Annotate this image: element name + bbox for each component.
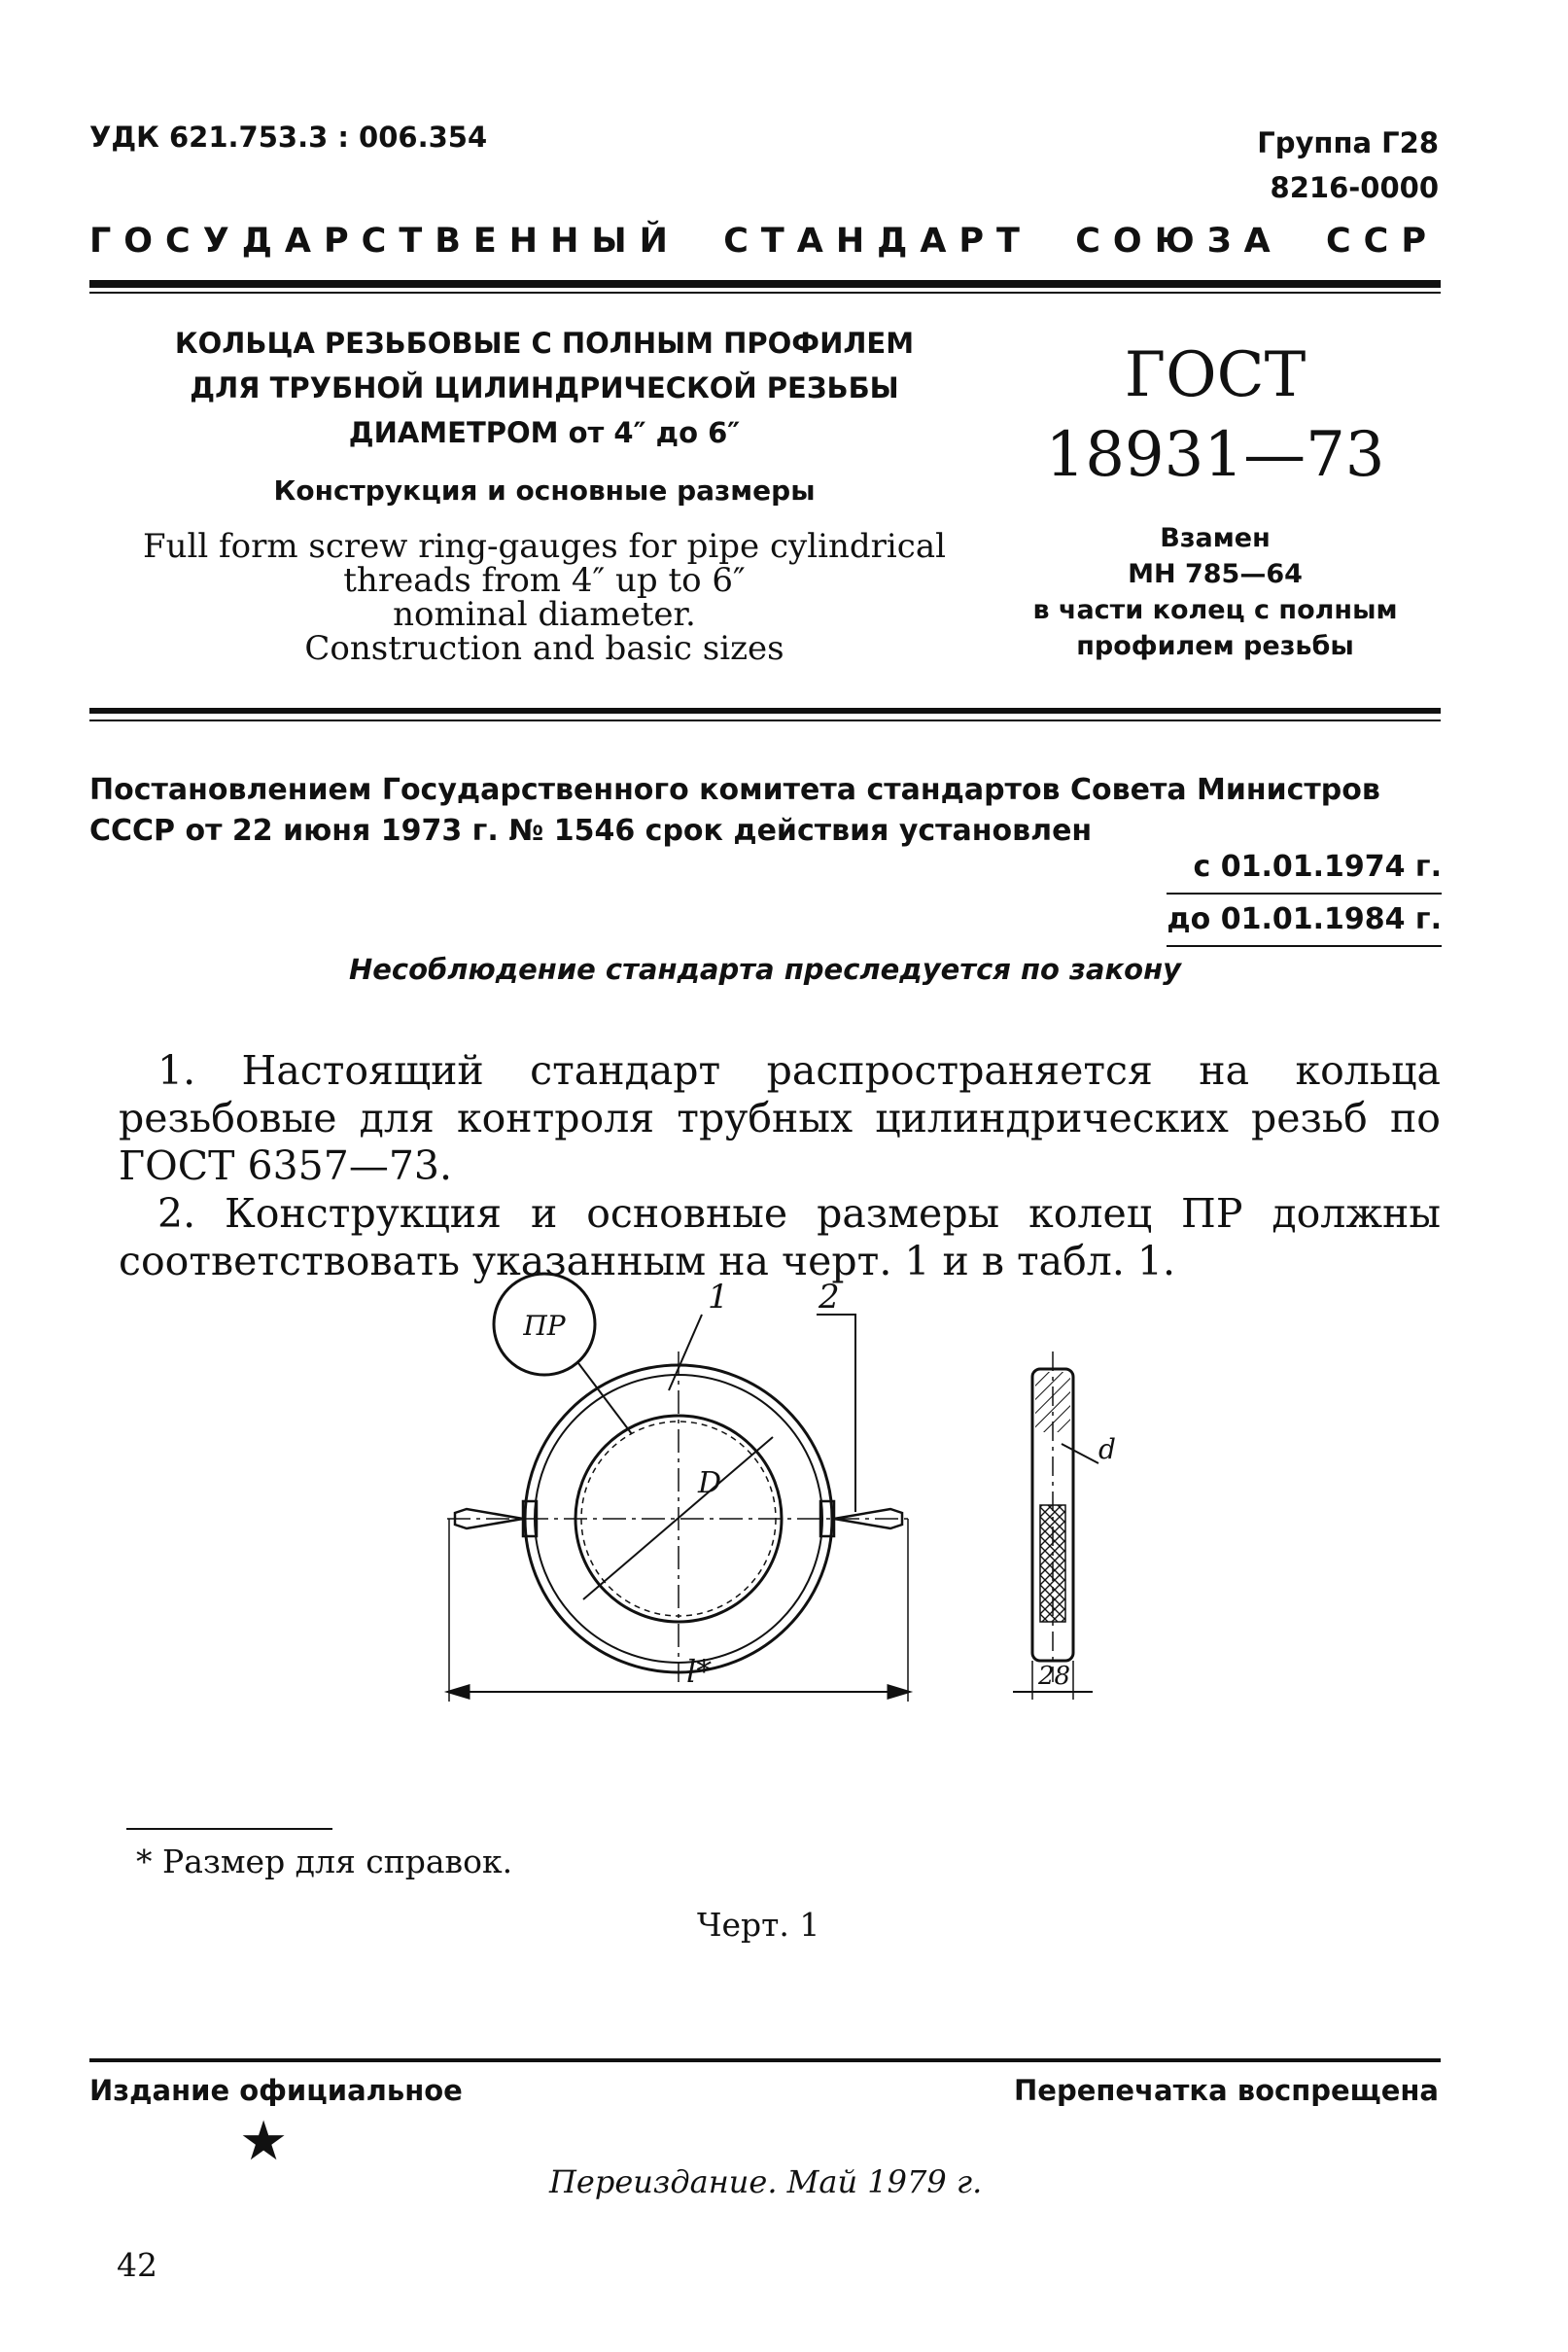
figure-caption: Черт. 1 [697, 1906, 820, 1944]
footnote: * Размер для справок. [136, 1843, 513, 1880]
title-en-line: threads from 4″ up to 6″ [343, 561, 746, 600]
side-view [1013, 1352, 1098, 1700]
marking-label: ПР [523, 1310, 566, 1342]
group-block [1257, 121, 1439, 210]
body-text [119, 1047, 1441, 1285]
valid-to: до 01.01.1984 г. [1167, 895, 1442, 947]
classification-code: 8216-0000 [1270, 171, 1439, 204]
valid-from: с 01.01.1974 г. [1167, 842, 1442, 895]
d-leader [1062, 1444, 1098, 1463]
callout-2-leader [817, 1315, 855, 1512]
length-label: l* [686, 1653, 713, 1690]
banner-rule-thin [89, 292, 1441, 294]
banner-word: СТАНДАРТ [723, 222, 1032, 261]
star-icon: ★ [239, 2110, 289, 2173]
replaces-line: Взамен [1160, 523, 1271, 553]
title-en-line: Full form screw ring-gauges for pipe cylindrical [143, 527, 946, 566]
callout-2: 2 [819, 1278, 840, 1316]
banner-rule [89, 280, 1441, 288]
title-english [117, 527, 972, 668]
validity-dates [1167, 842, 1442, 947]
title-russian [117, 321, 972, 455]
title-block-rule-thin [89, 720, 1441, 721]
front-view [447, 1274, 910, 1702]
title-en-line: Construction and basic sizes [304, 629, 784, 668]
arrow-right [889, 1686, 908, 1698]
banner-word: СОЮЗА [1075, 222, 1283, 261]
banner-word: ГОСУДАРСТВЕННЫЙ [89, 222, 680, 261]
footnote-rule [126, 1828, 332, 1830]
page-number: 42 [117, 2246, 157, 2284]
footer-rule [89, 2058, 1441, 2062]
ring-gauge-drawing [428, 1264, 1167, 1750]
title-block-rule [89, 708, 1441, 714]
reissue-note: Переиздание. Май 1979 г. [549, 2163, 983, 2200]
official-edition: Издание официальное [89, 2074, 463, 2107]
arrow-left [449, 1686, 469, 1698]
legal-notice: Несоблюдение стандарта преследуется по закону [348, 953, 1182, 986]
paragraph: 1. Настоящий стандарт распространяется на кольца резьбовые для контроля трубных цилиндрических резьб по ГОСТ 6357—73. [119, 1047, 1441, 1189]
diameter-label: D [698, 1466, 722, 1500]
standard-number: 18931—73 [1045, 419, 1385, 491]
title-line: ДИАМЕТРОМ от 4″ до 6″ [348, 416, 741, 449]
replaces-block [1011, 520, 1419, 664]
paragraph: 2. Конструкция и основные размеры колец ПР должны соответствовать указанным на черт. 1 и в табл. 1. [119, 1190, 1441, 1284]
replaces-line: профилем резьбы [1076, 631, 1354, 661]
udk-code: УДК 621.753.3 : 006.354 [89, 121, 488, 154]
title-line: КОЛЬЦА РЕЗЬБОВЫЕ С ПОЛНЫМ ПРОФИЛЕМ [174, 327, 915, 360]
group-label: Группа Г28 [1257, 126, 1439, 159]
replaces-line: МН 785—64 [1128, 559, 1303, 589]
reprint-prohibited: Перепечатка воспрещена [1014, 2074, 1439, 2107]
title-line: ДЛЯ ТРУБНОЙ ЦИЛИНДРИЧЕСКОЙ РЕЗЬБЫ [190, 371, 899, 404]
title-subtitle: Конструкция и основные размеры [273, 474, 816, 507]
title-en-line: nominal diameter. [393, 595, 696, 634]
d-label: d [1098, 1433, 1116, 1465]
decree-text: Постановлением Государственного комитета стандартов Совета Министров СССР от 22 июня 1973 г. № 1546 срок действия установлен [89, 773, 1380, 848]
standard-designation [1011, 335, 1419, 495]
standard-name: ГОСТ [1124, 339, 1307, 411]
callout-1: 1 [708, 1278, 729, 1316]
width-label: 28 [1038, 1662, 1071, 1691]
replaces-line: в части колец с полным [1032, 595, 1398, 625]
banner-word: ССР [1325, 222, 1439, 261]
state-standard-banner [89, 222, 1439, 261]
callout-1-leader [669, 1315, 702, 1390]
